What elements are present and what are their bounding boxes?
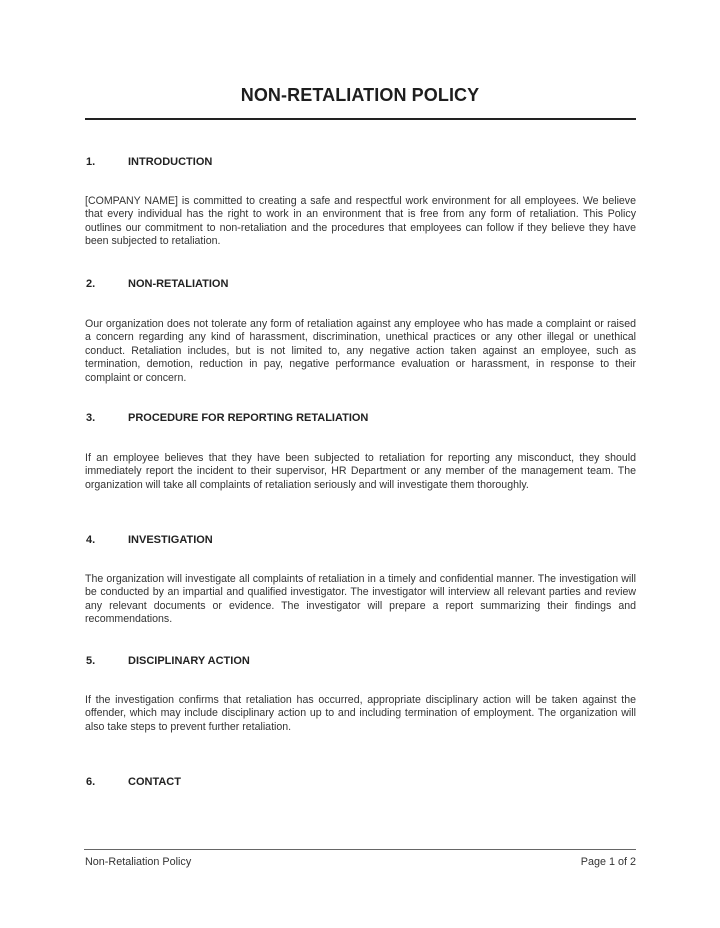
section-title: DISCIPLINARY ACTION <box>128 655 250 667</box>
section-title: CONTACT <box>128 776 181 788</box>
section-title: PROCEDURE FOR REPORTING RETALIATION <box>128 412 369 424</box>
section-body-introduction: [COMPANY NAME] is committed to creating a safe and respectful work environment for all employees. We believe that every individual has the right to work in an environment that is free from any form of retaliation. This Policy outlines our commitment to non-retaliation and the procedures that employees can follow if they believe they have been subjected to retaliation. <box>85 195 636 248</box>
section-title: INTRODUCTION <box>128 156 213 168</box>
footer-document-name: Non-Retaliation Policy <box>85 856 192 868</box>
section-body-non-retaliation: Our organization does not tolerate any form of retaliation against any employee who has made a complaint or raised a concern regarding any kind of harassment, discrimination, unethical practices or any other illegal or unethical conduct. Retaliation includes, but is not limited to, any negative action taken against an employee, such as termination, demotion, reduction in pay, negative performance evaluation or harassment, in response to their complaint or concern. <box>85 318 636 384</box>
footer-page-indicator: Page 1 of 2 <box>580 856 636 868</box>
section-number: 1. <box>86 156 96 168</box>
section-number: 6. <box>86 776 96 788</box>
footer-divider <box>84 849 636 850</box>
section-title: INVESTIGATION <box>128 534 213 546</box>
title-divider <box>85 118 636 120</box>
section-number: 4. <box>86 534 96 546</box>
document-title: NON-RETALIATION POLICY <box>240 85 480 105</box>
section-body-procedure: If an employee believes that they have been subjected to retaliation for reporting any misconduct, they should immediately report the incident to their supervisor, HR Department or any member of the management team. The organization will take all complaints of retaliation seriously and will investigate them thoroughly. <box>85 452 636 491</box>
section-number: 3. <box>86 412 96 424</box>
section-body-investigation: The organization will investigate all complaints of retaliation in a timely and confidential manner. The investigation will be conducted by an impartial and qualified investigator. The investigator will interview all relevant parties and review any relevant documents or evidence. The investigator will prepare a report summarizing their findings and recommendations. <box>85 573 636 626</box>
section-number: 5. <box>86 655 96 667</box>
section-number: 2. <box>86 278 96 290</box>
section-title: NON-RETALIATION <box>128 278 229 290</box>
section-body-disciplinary-action: If the investigation confirms that retaliation has occurred, appropriate disciplinary action will be taken against the offender, which may include disciplinary action up to and including termination of employment. The organization will also take steps to prevent further retaliation. <box>85 694 636 733</box>
